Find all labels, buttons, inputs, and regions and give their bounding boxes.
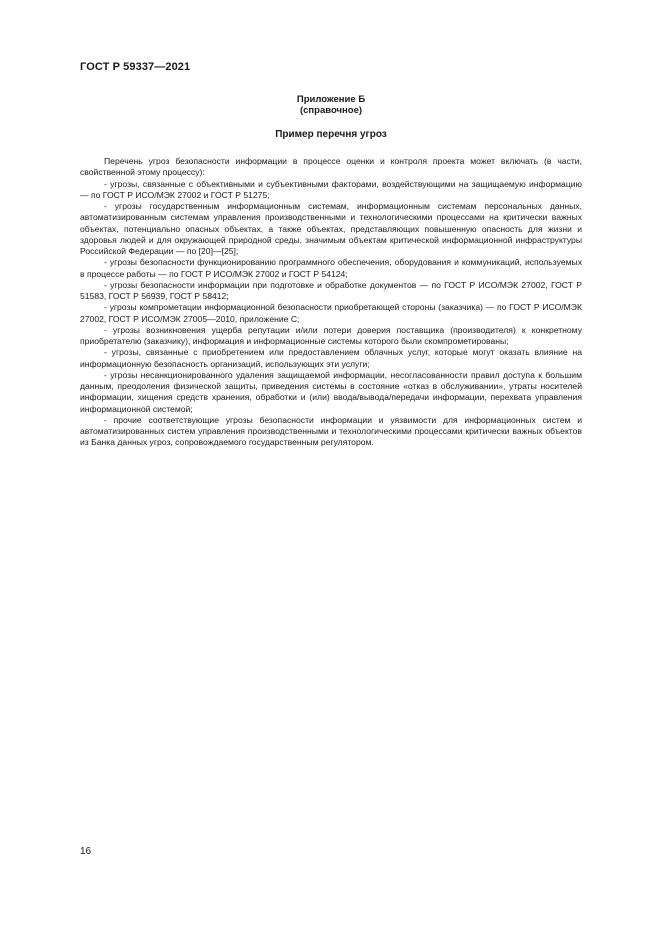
list-item: - прочие соответствующие угрозы безопасности информации и уязвимости для информационных систем и автоматизированных систем управления производственными и технологическими процессами критически важных объектов из Банка данных угроз, сопровождаемого государственным регулятором. — [80, 414, 582, 448]
paragraph: Перечень угроз безопасности информации в процессе оценки и контроля проекта может включать (в части, свойственной этому процессу): — [80, 156, 582, 178]
list-item: - угрозы, связанные с объективными и субъективными факторами, воздействующими на защищаемую информацию — по ГОСТ Р ИСО/МЭК 27002 и ГОСТ Р 51275; — [80, 178, 582, 200]
body-text — [80, 156, 582, 449]
annex-heading — [80, 94, 582, 116]
list-item: - угрозы несанкционированного удаления защищаемой информации, несогласованности правил доступа к большим данным, преодоления физической защиты, приведения системы в состояние «отказ в обслуживании», утраты носителей информации, хищения средств хранения, обработки и (или) ввода/вывода/передачи информации, перехвата управления информационной системой; — [80, 369, 582, 414]
annex-title: Приложение Б — [296, 94, 366, 105]
list-item: - угрозы государственным информационным системам, информационным системам персональных данных, автоматизированным системам управления производственными и технологическими процессами на критически важных объектах, потенциально опасных объектах, а также объектах, представляющих повышенную опасность для жизни и здоровья людей и для окружающей природной среды, значимым объектам критической информационной инфраструктуры Российской Федерации — по [20]—[25]; — [80, 201, 582, 256]
list-item: - угрозы безопасности функционированию программного обеспечения, оборудования и коммуникаций, используемых в процессе работы — по ГОСТ Р ИСО/МЭК 27002 и ГОСТ Р 54124; — [80, 257, 582, 279]
page-number: 16 — [80, 846, 92, 857]
list-item: - угрозы, связанные с приобретением или предоставлением облачных услуг, которые могут оказать влияние на информационную безопасность организаций, использующих эти услуги; — [80, 347, 582, 369]
list-item: - угрозы возникновения ущерба репутации и/или потери доверия поставщика (производителя) к конкретному приобретателю (заказчику), информация и информационные системы которого были скомпрометированы; — [80, 324, 582, 346]
list-item: - угрозы компрометации информационной безопасности приобретающей стороны (заказчика) — по ГОСТ Р ИСО/МЭК 27002, ГОСТ Р ИСО/МЭК 27005—2010, приложение С; — [80, 302, 582, 324]
annex-status: (справочное) — [299, 105, 363, 116]
standard-code: ГОСТ Р 59337—2021 — [80, 61, 191, 73]
section-title: Пример перечня угроз — [275, 129, 387, 140]
list-item: - угрозы безопасности информации при подготовке и обработке документов — по ГОСТ Р ИСО/МЭК 27002, ГОСТ Р 51583, ГОСТ Р 56939, ГОСТ Р 58412; — [80, 279, 582, 301]
